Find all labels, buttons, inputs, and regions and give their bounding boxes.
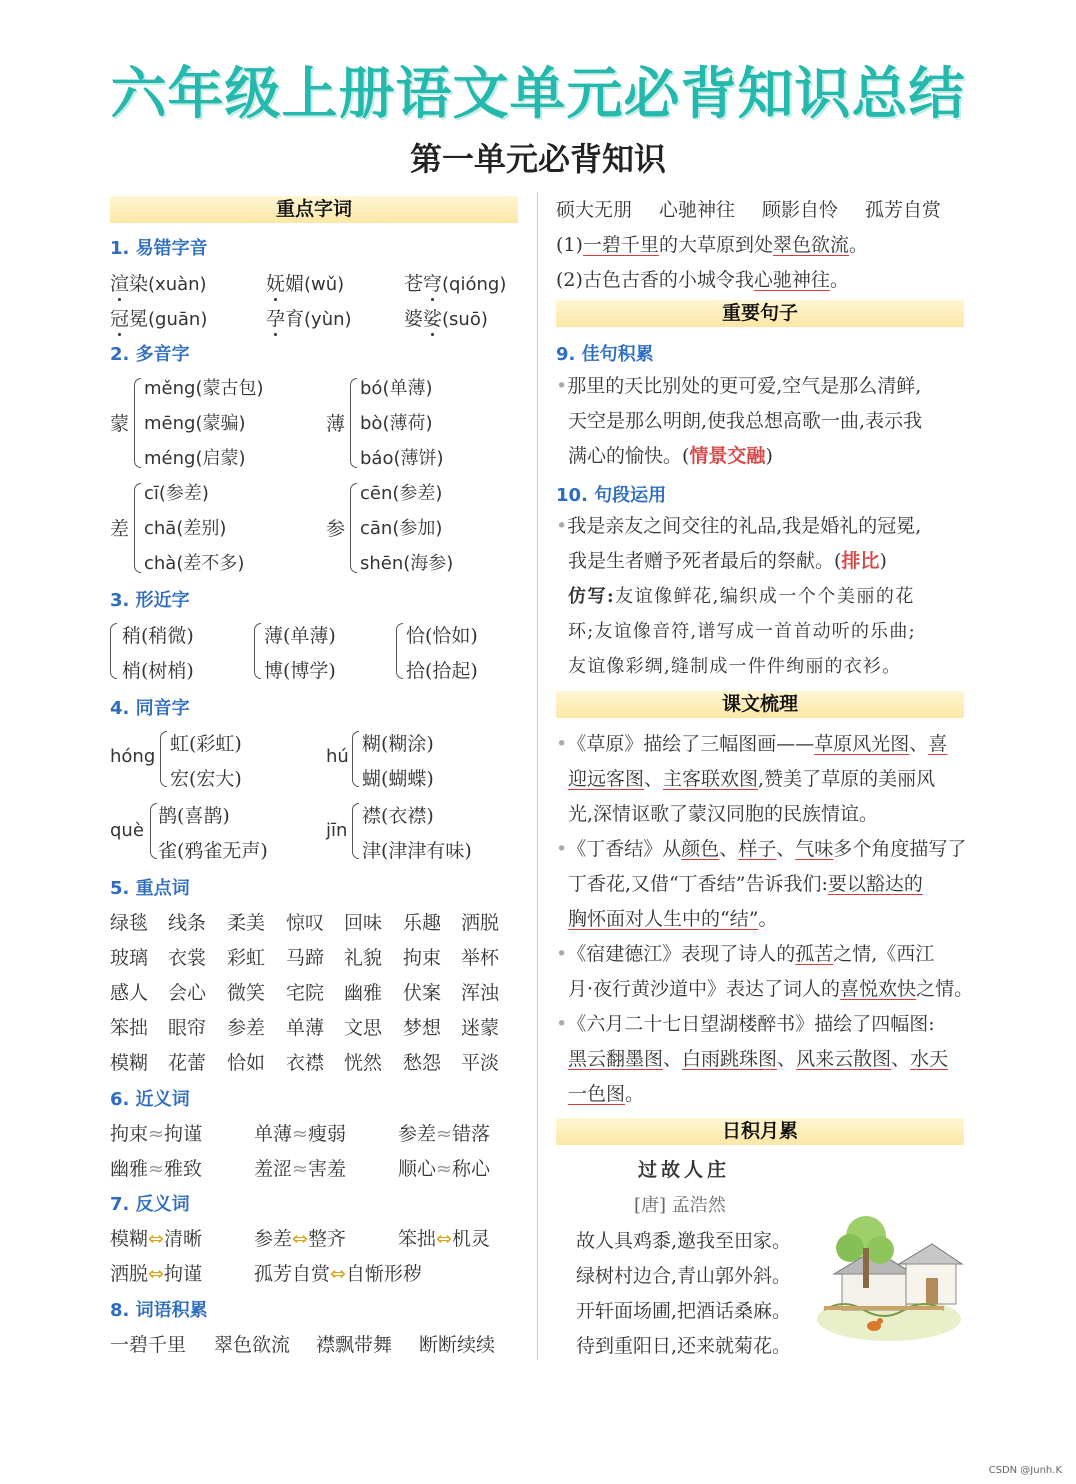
antonym-pair: 洒脱⇔拘谨	[110, 1263, 202, 1285]
key-word: 模糊	[110, 1052, 149, 1074]
key-word: 单薄	[286, 1017, 325, 1039]
polyphone-line: měng(蒙古包)	[144, 378, 264, 399]
key-word: 文思	[344, 1017, 383, 1039]
similar-char: 拾(拾起)	[406, 660, 478, 682]
word-item: 心驰神往	[659, 199, 736, 221]
main-title: 六年级上册语文单元必背知识总结	[110, 62, 966, 127]
key-word: 会心	[168, 982, 207, 1004]
synonym-pair: 拘束≈拘谨	[110, 1123, 202, 1145]
polyphone-line: méng(启蒙)	[144, 448, 246, 469]
word-item: 翠色欲流	[214, 1334, 291, 1356]
watermark: CSDN @Junh.K	[988, 1465, 1062, 1476]
key-word: 马蹄	[286, 947, 325, 969]
homophone-line: 糊(糊涂)	[362, 733, 434, 755]
brace	[150, 803, 157, 859]
section-heading: 10. 句段运用	[556, 485, 667, 506]
key-word: 花蕾	[168, 1052, 207, 1074]
key-word: 眼帘	[168, 1017, 207, 1039]
polyphone-char: 薄	[326, 413, 346, 435]
key-word: 举杯	[461, 947, 500, 969]
polyphone-char: 蒙	[110, 413, 130, 435]
word-item: 断断续续	[419, 1334, 496, 1356]
key-word: 回味	[344, 912, 383, 934]
homophone-line: 虹(彩虹)	[170, 733, 242, 755]
key-word: 柔美	[227, 912, 266, 934]
homophone-pinyin: hóng	[110, 746, 156, 767]
brace	[160, 731, 167, 787]
key-word: 乐趣	[403, 912, 442, 934]
key-word: 微笑	[227, 982, 266, 1004]
section-bar-sentences: 重要句子	[556, 300, 964, 327]
key-word: 浑浊	[461, 982, 500, 1004]
similar-char: 恰(恰如)	[406, 625, 478, 647]
word-item: 渲染(xuàn)	[110, 273, 207, 295]
homophone-line: 襟(衣襟)	[362, 805, 434, 827]
word-item: 婆娑(suō)	[404, 308, 488, 330]
poem-author: [唐] 孟浩然	[634, 1195, 726, 1216]
synonym-pair: 幽雅≈雅致	[110, 1158, 202, 1180]
word-item: 妩媚(wǔ)	[266, 273, 345, 295]
key-word: 感人	[110, 982, 149, 1004]
poem-line: 开轩面场圃,把酒话桑麻。	[576, 1300, 792, 1322]
synonym-pair: 羞涩≈害羞	[254, 1158, 346, 1180]
brace	[352, 803, 359, 859]
section-heading: 9. 佳句积累	[556, 344, 654, 365]
polyphone-char: 差	[110, 518, 130, 540]
homophone-line: 宏(宏大)	[170, 768, 242, 790]
key-word: 愁怨	[403, 1052, 442, 1074]
key-word: 线条	[168, 912, 207, 934]
section-bar-text-review: 课文梳理	[556, 691, 964, 718]
homophone-pinyin: jīn	[326, 820, 348, 841]
section-heading: 4. 同音字	[110, 698, 190, 719]
key-word: 梦想	[403, 1017, 442, 1039]
brace	[110, 623, 117, 679]
polyphone-line: mēng(蒙骗)	[144, 413, 246, 434]
homophone-line: 津(津津有味)	[362, 840, 472, 862]
polyphone-line: cān(参加)	[360, 518, 443, 539]
key-word: 洒脱	[461, 912, 500, 934]
word-item: 一碧千里	[110, 1334, 187, 1356]
section-heading: 7. 反义词	[110, 1194, 190, 1215]
similar-char: 博(博学)	[264, 660, 336, 682]
section-heading: 6. 近义词	[110, 1089, 190, 1110]
section-heading: 5. 重点词	[110, 878, 190, 899]
example-sentence: (2)古色古香的小城令我心驰神往。	[556, 269, 849, 291]
section-bar-key-words: 重点字词	[110, 196, 518, 223]
technique-tag: 排比	[841, 550, 880, 572]
polyphone-line: cēn(参差)	[360, 483, 443, 504]
brace	[350, 483, 357, 573]
key-word: 恍然	[344, 1052, 383, 1074]
imitation-label: 仿写:	[568, 586, 616, 607]
poem-line: 待到重阳日,还来就菊花。	[576, 1335, 792, 1357]
key-word: 迷蒙	[461, 1017, 500, 1039]
brace	[134, 483, 141, 573]
key-word: 拘束	[403, 947, 442, 969]
section-heading: 2. 多音字	[110, 344, 190, 365]
key-word: 惊叹	[286, 912, 325, 934]
similar-char: 薄(单薄)	[264, 625, 336, 647]
polyphone-line: báo(薄饼)	[360, 448, 444, 469]
homophone-line: 蝴(蝴蝶)	[362, 768, 434, 790]
polyphone-line: cī(参差)	[144, 483, 209, 504]
poem-title: 过故人庄	[638, 1159, 731, 1181]
homophone-line: 雀(鸦雀无声)	[158, 840, 268, 862]
antonym-pair: 孤芳自赏⇔自惭形秽	[254, 1263, 422, 1285]
brace	[396, 623, 403, 679]
word-item: 硕大无朋	[556, 199, 633, 221]
similar-char: 梢(树梢)	[122, 660, 194, 682]
section-bar-daily-accumulation: 日积月累	[556, 1118, 964, 1145]
polyphone-line: bò(薄荷)	[360, 413, 433, 434]
brace	[134, 378, 141, 468]
key-word: 伏案	[403, 982, 442, 1004]
homophone-line: 鹊(喜鹊)	[158, 805, 230, 827]
poem-line: 绿树村边合,青山郭外斜。	[576, 1265, 792, 1287]
word-item: 苍穹(qióng)	[404, 273, 507, 295]
antonym-pair: 参差⇔整齐	[254, 1228, 346, 1250]
unit-title: 第一单元必背知识	[409, 140, 666, 178]
poem-line: 故人具鸡黍,邀我至田家。	[576, 1230, 792, 1252]
column-divider	[537, 192, 538, 1360]
polyphone-line: chà(差不多)	[144, 553, 245, 574]
polyphone-char: 参	[326, 518, 346, 540]
word-item: 顾影自怜	[762, 199, 839, 221]
key-word: 笨拙	[110, 1017, 149, 1039]
brace	[350, 378, 357, 468]
word-item: 孤芳自赏	[865, 199, 942, 221]
antonym-pair: 模糊⇔清晰	[110, 1228, 202, 1250]
key-word: 恰如	[227, 1052, 266, 1074]
section-heading: 8. 词语积累	[110, 1300, 208, 1321]
section-heading: 1. 易错字音	[110, 238, 208, 259]
key-word: 宅院	[286, 982, 325, 1004]
synonym-pair: 参差≈错落	[398, 1123, 490, 1145]
homophone-pinyin: hú	[326, 746, 349, 767]
polyphone-line: chā(差别)	[144, 518, 227, 539]
word-item: 襟飘带舞	[316, 1334, 393, 1356]
key-word: 参差	[227, 1017, 266, 1039]
key-word: 礼貌	[344, 947, 383, 969]
section-heading: 3. 形近字	[110, 590, 190, 611]
brace	[254, 623, 261, 679]
key-word: 幽雅	[344, 982, 383, 1004]
similar-char: 稍(稍微)	[122, 625, 194, 647]
polyphone-line: shēn(海参)	[360, 553, 454, 574]
polyphone-line: bó(单薄)	[360, 378, 433, 399]
word-item: 冠冕(guān)	[110, 308, 208, 330]
synonym-pair: 单薄≈瘦弱	[254, 1123, 346, 1145]
synonym-pair: 顺心≈称心	[398, 1158, 490, 1180]
key-word: 绿毯	[110, 912, 149, 934]
key-word: 衣裳	[168, 947, 207, 969]
key-word: 衣襟	[286, 1052, 325, 1074]
example-sentence: (1)一碧千里的大草原到处翠色欲流。	[556, 234, 868, 256]
key-word: 玻璃	[110, 947, 149, 969]
antonym-pair: 笨拙⇔机灵	[398, 1228, 490, 1250]
key-word: 彩虹	[227, 947, 266, 969]
brace	[352, 731, 359, 787]
farmhouse-illustration	[814, 1214, 964, 1344]
technique-tag: 情景交融	[689, 445, 766, 467]
key-word: 平淡	[461, 1052, 500, 1074]
word-item: 孕育(yùn)	[266, 308, 352, 330]
homophone-pinyin: què	[110, 820, 144, 841]
